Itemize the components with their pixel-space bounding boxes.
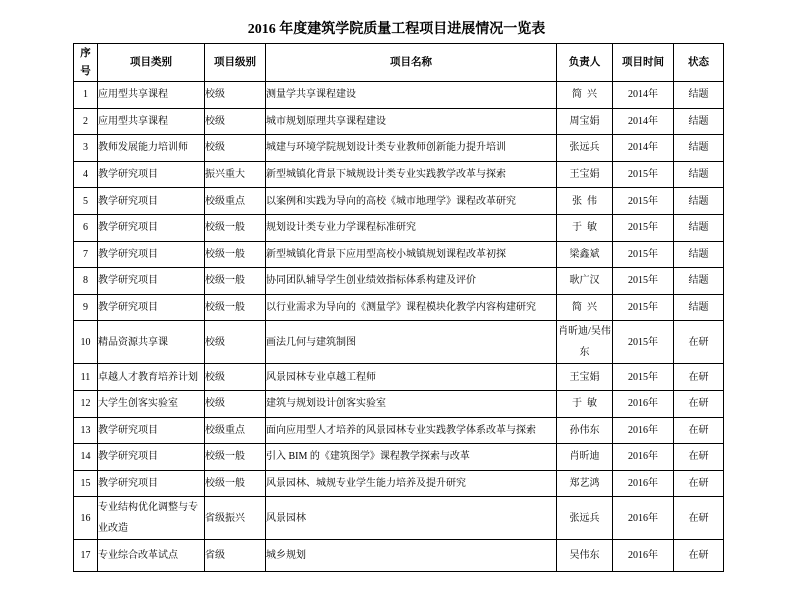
cell-name: 画法几何与建筑制图 <box>266 321 557 364</box>
progress-table <box>73 43 724 572</box>
table-row <box>74 108 724 135</box>
cell-name: 城市规划原理共享课程建设 <box>266 108 557 135</box>
cell-time: 2016年 <box>613 470 674 497</box>
table-row <box>74 161 724 188</box>
cell-level: 校级一般 <box>205 268 266 295</box>
table-row <box>74 135 724 162</box>
page-title: 2016 年度建筑学院质量工程项目进展情况一览表 <box>247 22 546 37</box>
cell-status: 结题 <box>674 241 724 268</box>
table-row <box>74 364 724 391</box>
cell-index: 5 <box>74 188 98 215</box>
cell-name: 城建与环境学院规划设计类专业教师创新能力提升培训 <box>266 135 557 162</box>
cell-status: 结题 <box>674 188 724 215</box>
cell-level: 校级重点 <box>205 188 266 215</box>
cell-status: 结题 <box>674 108 724 135</box>
cell-name: 面向应用型人才培养的风景园林专业实践教学体系改革与探索 <box>266 417 557 444</box>
cell-leader: 张 伟 <box>557 188 613 215</box>
cell-name: 建筑与规划设计创客实验室 <box>266 390 557 417</box>
cell-index: 12 <box>74 390 98 417</box>
cell-name: 风景园林专业卓越工程师 <box>266 364 557 391</box>
cell-level: 省级振兴 <box>205 497 266 540</box>
cell-category: 教学研究项目 <box>98 214 205 241</box>
cell-name: 新型城镇化背景下应用型高校小城镇规划课程改革初探 <box>266 241 557 268</box>
cell-time: 2015年 <box>613 161 674 188</box>
cell-level: 校级 <box>205 82 266 109</box>
header-leader: 负责人 <box>557 44 613 82</box>
cell-time: 2015年 <box>613 364 674 391</box>
cell-status: 结题 <box>674 214 724 241</box>
cell-index: 9 <box>74 294 98 321</box>
header-index-label: 序号 <box>80 47 91 77</box>
cell-status: 在研 <box>674 321 724 364</box>
cell-index: 8 <box>74 268 98 295</box>
cell-level: 校级 <box>205 364 266 391</box>
table-row <box>74 268 724 295</box>
cell-leader: 郑艺鸿 <box>557 470 613 497</box>
cell-leader: 张远兵 <box>557 135 613 162</box>
table-body <box>74 82 724 572</box>
cell-leader: 周宝娟 <box>557 108 613 135</box>
cell-time: 2015年 <box>613 214 674 241</box>
cell-leader: 张远兵 <box>557 497 613 540</box>
cell-index: 1 <box>74 82 98 109</box>
cell-category: 应用型共享课程 <box>98 108 205 135</box>
table-row <box>74 214 724 241</box>
table-row <box>74 321 724 364</box>
cell-category: 教学研究项目 <box>98 241 205 268</box>
cell-time: 2015年 <box>613 188 674 215</box>
header-name: 项目名称 <box>266 44 557 82</box>
cell-status: 在研 <box>674 390 724 417</box>
cell-category: 教学研究项目 <box>98 188 205 215</box>
cell-level: 省级 <box>205 540 266 572</box>
cell-time: 2016年 <box>613 497 674 540</box>
cell-name: 城乡规划 <box>266 540 557 572</box>
cell-leader: 王宝娟 <box>557 364 613 391</box>
table-row <box>74 444 724 471</box>
table-row <box>74 294 724 321</box>
header-category: 项目类别 <box>98 44 205 82</box>
table-row <box>74 390 724 417</box>
cell-status: 在研 <box>674 470 724 497</box>
cell-level: 校级一般 <box>205 470 266 497</box>
cell-index: 7 <box>74 241 98 268</box>
cell-time: 2014年 <box>613 135 674 162</box>
cell-leader: 梁鑫斌 <box>557 241 613 268</box>
cell-index: 3 <box>74 135 98 162</box>
cell-time: 2016年 <box>613 390 674 417</box>
cell-level: 校级 <box>205 390 266 417</box>
cell-level: 振兴重大 <box>205 161 266 188</box>
cell-status: 在研 <box>674 417 724 444</box>
cell-level: 校级 <box>205 321 266 364</box>
table-row <box>74 417 724 444</box>
cell-level: 校级一般 <box>205 444 266 471</box>
cell-category: 教学研究项目 <box>98 161 205 188</box>
cell-leader: 吴伟东 <box>557 540 613 572</box>
cell-index: 14 <box>74 444 98 471</box>
cell-category: 教学研究项目 <box>98 417 205 444</box>
cell-time: 2014年 <box>613 82 674 109</box>
cell-leader: 孙伟东 <box>557 417 613 444</box>
cell-index: 15 <box>74 470 98 497</box>
cell-level: 校级一般 <box>205 241 266 268</box>
cell-time: 2015年 <box>613 268 674 295</box>
table-row <box>74 540 724 572</box>
cell-category: 教学研究项目 <box>98 470 205 497</box>
table-row <box>74 241 724 268</box>
cell-time: 2014年 <box>613 108 674 135</box>
cell-time: 2016年 <box>613 444 674 471</box>
header-index <box>74 44 98 82</box>
cell-index: 17 <box>74 540 98 572</box>
cell-status: 结题 <box>674 294 724 321</box>
table-row <box>74 188 724 215</box>
cell-category: 专业结构优化调整与专业改造 <box>98 497 205 540</box>
cell-level: 校级重点 <box>205 417 266 444</box>
header-level: 项目级别 <box>205 44 266 82</box>
cell-index: 10 <box>74 321 98 364</box>
cell-status: 结题 <box>674 82 724 109</box>
cell-name: 协同团队辅导学生创业绩效指标体系构建及评价 <box>266 268 557 295</box>
cell-name: 规划设计类专业力学课程标准研究 <box>266 214 557 241</box>
cell-leader: 肖昕迪/吴伟东 <box>557 321 613 364</box>
cell-leader: 于 敏 <box>557 214 613 241</box>
cell-name: 引入 BIM 的《建筑图学》课程教学探索与改革 <box>266 444 557 471</box>
cell-index: 13 <box>74 417 98 444</box>
cell-status: 结题 <box>674 268 724 295</box>
cell-name: 风景园林、城规专业学生能力培养及提升研究 <box>266 470 557 497</box>
cell-status: 在研 <box>674 540 724 572</box>
cell-index: 16 <box>74 497 98 540</box>
cell-status: 结题 <box>674 135 724 162</box>
cell-leader: 简 兴 <box>557 294 613 321</box>
cell-time: 2016年 <box>613 540 674 572</box>
table-header-row <box>74 44 724 82</box>
cell-status: 在研 <box>674 444 724 471</box>
cell-name: 风景园林 <box>266 497 557 540</box>
cell-category: 教学研究项目 <box>98 294 205 321</box>
cell-name: 以案例和实践为导向的高校《城市地理学》课程改革研究 <box>266 188 557 215</box>
cell-status: 在研 <box>674 497 724 540</box>
cell-index: 4 <box>74 161 98 188</box>
cell-time: 2015年 <box>613 294 674 321</box>
cell-leader: 肖昕迪 <box>557 444 613 471</box>
cell-name: 新型城镇化背景下城规设计类专业实践教学改革与探索 <box>266 161 557 188</box>
cell-category: 教学研究项目 <box>98 444 205 471</box>
cell-time: 2015年 <box>613 241 674 268</box>
cell-category: 教学研究项目 <box>98 268 205 295</box>
cell-status: 结题 <box>674 161 724 188</box>
cell-leader: 王宝娟 <box>557 161 613 188</box>
cell-index: 11 <box>74 364 98 391</box>
table-row <box>74 497 724 540</box>
cell-category: 专业综合改革试点 <box>98 540 205 572</box>
table-row <box>74 470 724 497</box>
cell-category: 大学生创客实验室 <box>98 390 205 417</box>
cell-level: 校级一般 <box>205 294 266 321</box>
cell-leader: 简 兴 <box>557 82 613 109</box>
cell-leader: 于 敏 <box>557 390 613 417</box>
table-row <box>74 82 724 109</box>
header-time: 项目时间 <box>613 44 674 82</box>
cell-category: 精品资源共享课 <box>98 321 205 364</box>
cell-category: 卓越人才教育培养计划 <box>98 364 205 391</box>
cell-leader: 耿广汉 <box>557 268 613 295</box>
cell-time: 2015年 <box>613 321 674 364</box>
cell-level: 校级一般 <box>205 214 266 241</box>
cell-status: 在研 <box>674 364 724 391</box>
cell-index: 2 <box>74 108 98 135</box>
cell-name: 测量学共享课程建设 <box>266 82 557 109</box>
cell-name: 以行业需求为导向的《测量学》课程模块化教学内容构建研究 <box>266 294 557 321</box>
cell-category: 教师发展能力培训师 <box>98 135 205 162</box>
cell-level: 校级 <box>205 108 266 135</box>
header-status: 状态 <box>674 44 724 82</box>
cell-time: 2016年 <box>613 417 674 444</box>
cell-index: 6 <box>74 214 98 241</box>
cell-level: 校级 <box>205 135 266 162</box>
cell-category: 应用型共享课程 <box>98 82 205 109</box>
